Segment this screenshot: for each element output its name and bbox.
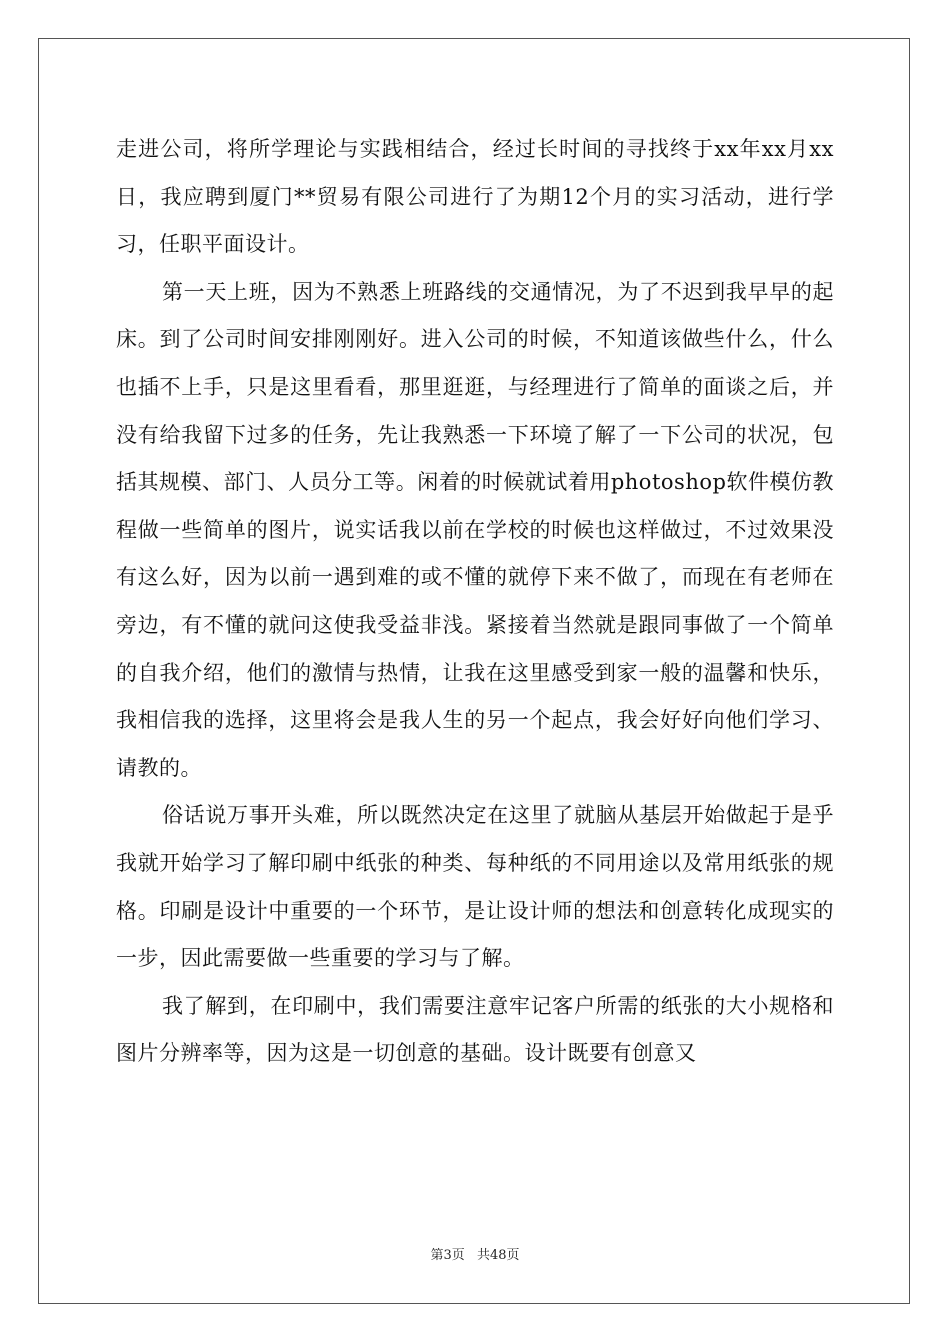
page-number-total: 共48页 (476, 1248, 520, 1263)
document-body (116, 126, 834, 1078)
page-number-current: 第3页 (430, 1248, 465, 1263)
paragraph-2: 第一天上班，因为不熟悉上班路线的交通情况，为了不迟到我早早的起床。到了公司时间安排刚刚好。进入公司的时候，不知道该做些什么，什么也插不上手，只是这里看看，那里逛逛，与经理进行了简单的面谈之后，并没有给我留下过多的任务，先让我熟悉一下环境了解了一下公司的状况，包括其规模、部门、人员分工等。闲着的时候就试着用photoshop软件模仿教程做一些简单的图片，说实话我以前在学校的时候也这样做过，不过效果没有这么好，因为以前一遇到难的或不懂的就停下来不做了，而现在有老师在旁边，有不懂的就问这使我受益非浅。紧接着当然就是跟同事做了一个简单的自我介绍，他们的激情与热情，让我在这里感受到家一般的温馨和快乐，我相信我的选择，这里将会是我人生的另一个起点，我会好好向他们学习、请教的。 (116, 279, 834, 780)
paragraph-4: 我了解到，在印刷中，我们需要注意牢记客户所需的纸张的大小规格和图片分辨率等，因为这是一切创意的基础。设计既要有创意又 (116, 993, 834, 1066)
page-footer (0, 1244, 950, 1263)
paragraph-3: 俗话说万事开头难，所以既然决定在这里了就脑从基层开始做起于是乎我就开始学习了解印刷中纸张的种类、每种纸的不同用途以及常用纸张的规格。印刷是设计中重要的一个环节，是让设计师的想法和创意转化成现实的一步，因此需要做一些重要的学习与了解。 (116, 803, 834, 971)
paragraph-1: 走进公司，将所学理论与实践相结合，经过长时间的寻找终于xx年xx月xx日，我应聘到厦门**贸易有限公司进行了为期12个月的实习活动，进行学习，任职平面设计。 (116, 137, 834, 257)
